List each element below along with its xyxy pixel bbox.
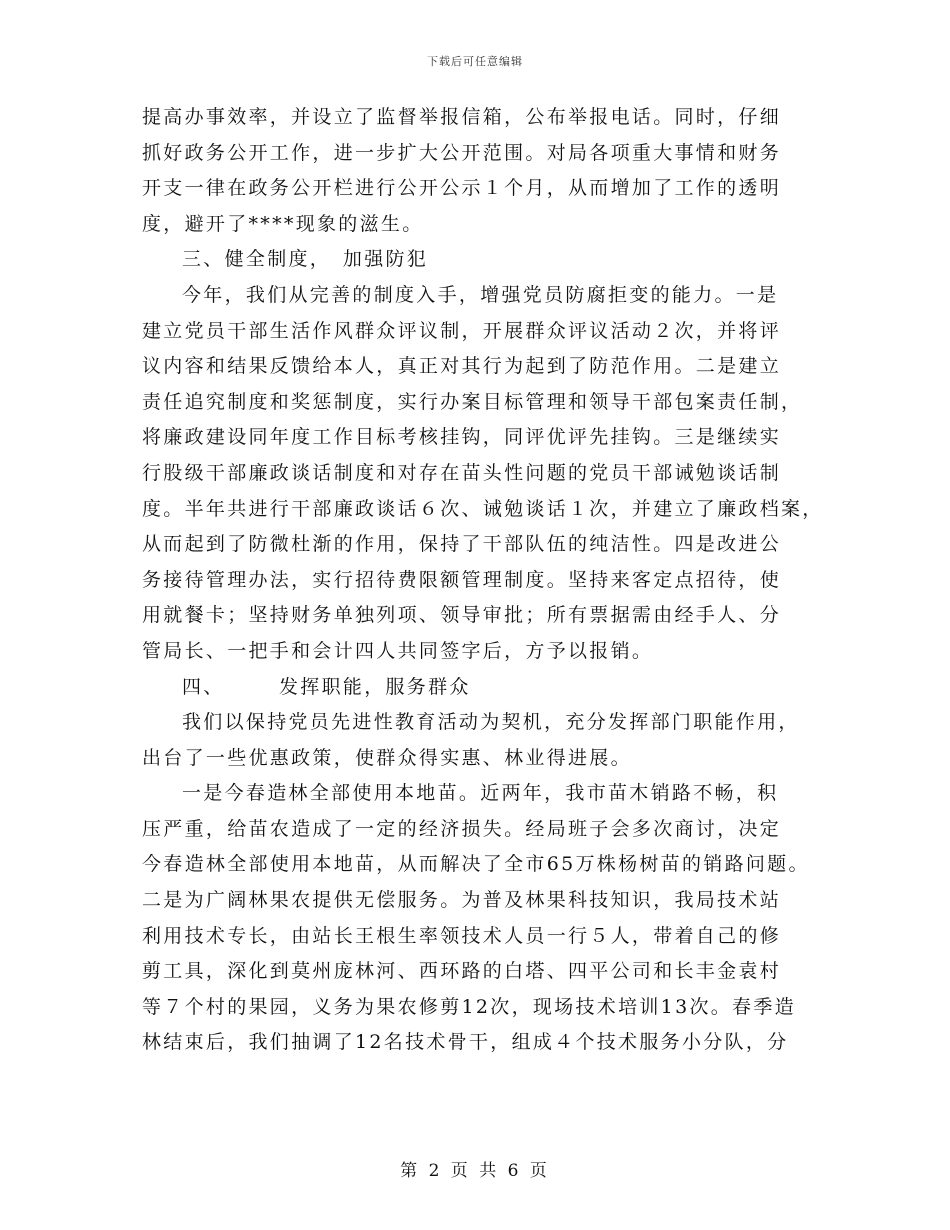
text-line: 度。半年共进行干部廉政谈话６次、诫勉谈话１次，并建立了廉政档案， <box>142 497 824 520</box>
text-line: 三、健全制度， 加强防犯 <box>182 248 429 271</box>
text-line: 剪工具，深化到莫州庞林河、西环路的白塔、四平公司和长丰金袁村 <box>142 960 782 983</box>
page-header: 下载后可任意编辑 <box>427 55 523 68</box>
text-line: 利用技术专长，由站长王根生率领技术人员一行５人，带着自己的修 <box>142 924 782 947</box>
text-line: 建立党员干部生活作风群众评议制，开展群众评议活动２次，并将评 <box>142 319 782 342</box>
text-line: 度，避开了****现象的滋生。 <box>142 212 424 235</box>
text-line: 压严重，给苗农造成了一定的经济损失。经局班子会多次商讨，决定 <box>142 817 782 840</box>
body-text <box>142 100 832 1061</box>
text-line: 我们以保持党员先进性教育活动为契机，充分发挥部门职能作用， <box>182 711 800 734</box>
text-line: 务接待管理办法，实行招待费限额管理制度。坚持来客定点招待，使 <box>142 568 782 591</box>
text-line: 开支一律在政务公开栏进行公开公示１个月，从而增加了工作的透明 <box>142 177 782 200</box>
text-line: 抓好政务公开工作，进一步扩大公开范围。对局各项重大事情和财务 <box>142 141 782 164</box>
text-line: 今春造林全部使用本地苗，从而解决了全市65万株杨树苗的销路问题。 <box>142 853 810 876</box>
text-line: 责任追究制度和奖惩制度，实行办案目标管理和领导干部包案责任制， <box>142 390 803 413</box>
text-line: 从而起到了防微杜渐的作用，保持了干部队伍的纯洁性。四是改进公 <box>142 533 782 556</box>
text-line: 提高办事效率，并设立了监督举报信箱，公布举报电话。同时，仔细 <box>142 106 782 128</box>
text-line: 等７个村的果园，义务为果农修剪12次，现场技术培训13次。春季造 <box>142 995 796 1018</box>
text-line: 出台了一些优惠政策，使群众得实惠、林业得进展。 <box>142 746 632 769</box>
text-line: 议内容和结果反馈给本人，真正对其行为起到了防范作用。二是建立 <box>142 355 782 378</box>
text-line: 二是为广阔林果农提供无偿服务。为普及林果科技知识，我局技术站 <box>142 889 782 912</box>
text-line: 管局长、一把手和会计四人共同签字后，方予以报销。 <box>142 639 654 662</box>
text-line: 用就餐卡；坚持财务单独列项、领导审批；所有票据需由经手人、分 <box>142 604 782 627</box>
page-footer: 第 2 页 共 6 页 <box>400 1161 550 1181</box>
text-line: 一是今春造林全部使用本地苗。近两年，我市苗木销路不畅，积 <box>182 782 779 805</box>
text-line: 林结束后，我们抽调了12名技术骨干，组成４个技术服务小分队，分 <box>142 1031 789 1054</box>
text-line: 将廉政建设同年度工作目标考核挂钩，同评优评先挂钩。三是继续实 <box>142 426 782 449</box>
text-line: 行股级干部廉政谈话制度和对存在苗头性问题的党员干部诫勉谈话制 <box>142 461 782 484</box>
text-line: 今年，我们从完善的制度入手，增强党员防腐拒变的能力。一是 <box>182 283 779 306</box>
text-line: 四、 发挥职能，服务群众 <box>182 675 471 698</box>
